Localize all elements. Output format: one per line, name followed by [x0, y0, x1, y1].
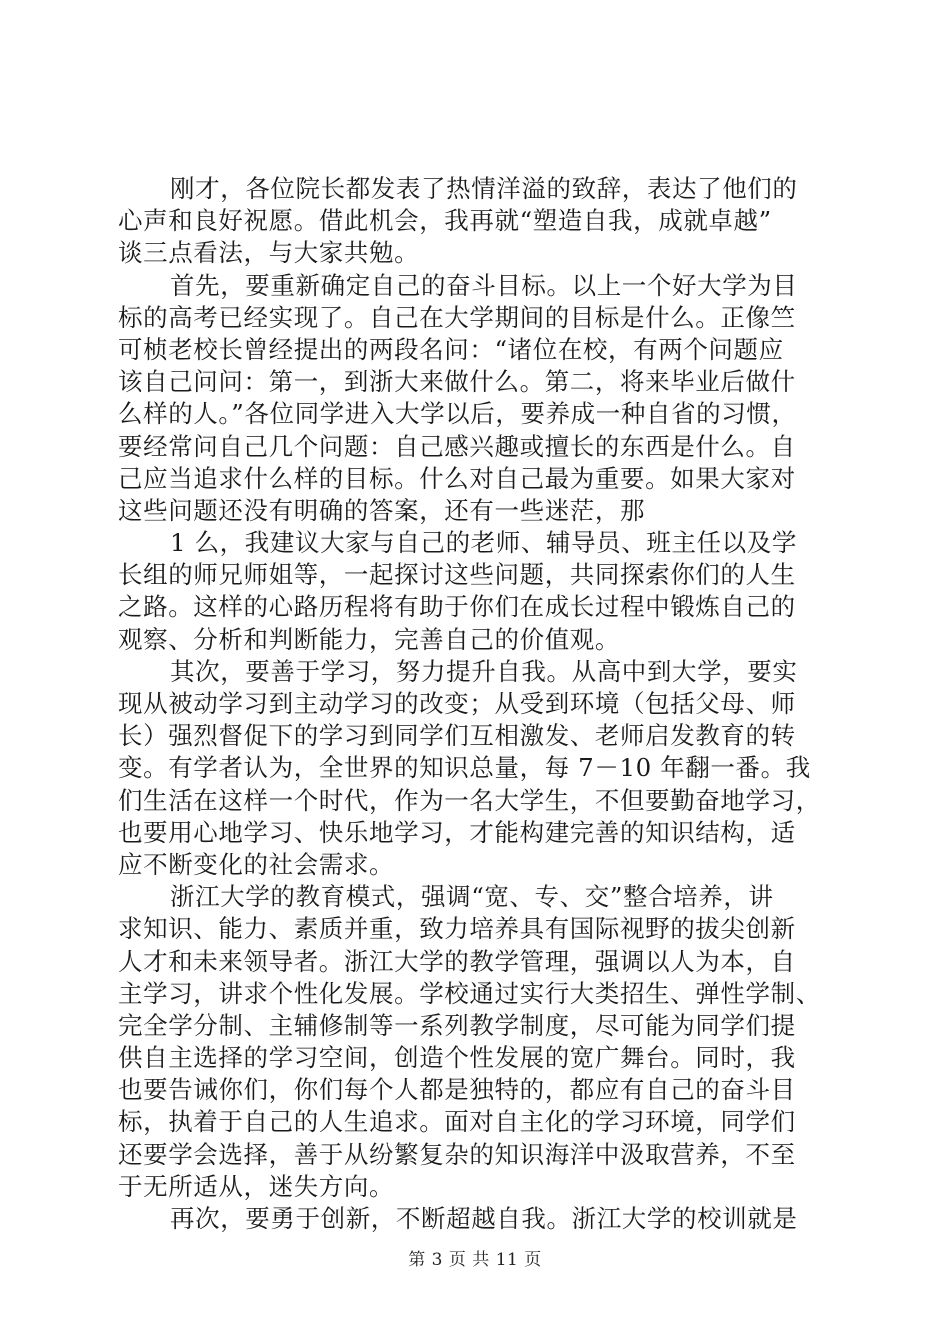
- text-line: 刚才，各位院长都发表了热情洋溢的致辞，表达了他们的: [170, 174, 798, 203]
- text-line: 可桢老校长曾经提出的两段名问：“诸位在校，有两个问题应: [118, 334, 784, 364]
- text-line: 变。有学者认为，全世界的知识总量，每 7－10 年翻一番。我: [118, 753, 811, 783]
- text-line: 求知识、能力、素质并重，致力培养具有国际视野的拔尖创新: [118, 914, 796, 944]
- text-line: 们生活在这样一个时代，作为一名大学生，不但要勤奋地学习，: [118, 785, 821, 815]
- text-line: 应不断变化的社会需求。: [118, 849, 395, 879]
- text-line: 其次，要善于学习，努力提升自我。从高中到大学，要实: [170, 656, 798, 686]
- body-text: [118, 173, 833, 1235]
- text-line: 长）强烈督促下的学习到同学们互相激发、老师启发教育的转: [118, 721, 796, 751]
- text-line: 己应当追求什么样的目标。什么对自己最为重要。如果大家对: [118, 463, 796, 493]
- text-line: 于无所适从，迷失方向。: [118, 1171, 395, 1201]
- text-line: 浙江大学的教育模式，强调“宽、专、交”整合培养，讲: [170, 882, 774, 912]
- text-line: 现从被动学习到主动学习的改变；从受到环境（包括父母、师: [118, 689, 796, 718]
- text-line: 人才和未来领导者。浙江大学的教学管理，强调以人为本，自: [118, 946, 796, 976]
- text-line: 也要告诫你们，你们每个人都是独特的，都应有自己的奋斗目: [118, 1075, 796, 1105]
- page-footer: 第 3 页 共 11 页: [408, 1250, 542, 1270]
- text-line: 心声和良好祝愿。借此机会，我再就“塑造自我，成就卓越”: [118, 206, 772, 236]
- text-line: 要经常问自己几个问题：自己感兴趣或擅长的东西是什么。自: [118, 431, 796, 461]
- text-line: 再次，要勇于创新，不断超越自我。浙江大学的校训就是: [170, 1204, 798, 1233]
- text-line: 长组的师兄师姐等，一起探讨这些问题，共同探索你们的人生: [118, 560, 796, 590]
- text-line: 之路。这样的心路历程将有助于你们在成长过程中锻炼自己的: [118, 592, 796, 622]
- text-line: 这些问题还没有明确的答案，还有一些迷茫，那: [118, 495, 646, 525]
- text-line: 供自主选择的学习空间，创造个性发展的宽广舞台。同时，我: [118, 1043, 796, 1073]
- text-line: 谈三点看法，与大家共勉。: [118, 238, 420, 268]
- text-line: 主学习，讲求个性化发展。学校通过实行大类招生、弹性学制、: [118, 978, 821, 1008]
- text-line: 完全学分制、主辅修制等一系列教学制度，尽可能为同学们提: [118, 1010, 796, 1040]
- text-line: 首先，要重新确定自己的奋斗目标。以上一个好大学为目: [170, 270, 798, 300]
- text-line: 标的高考已经实现了。自己在大学期间的目标是什么。正像竺: [118, 302, 796, 332]
- text-line: 该自己问问：第一，到浙大来做什么。第二，将来毕业后做什: [118, 367, 796, 397]
- text-line: 还要学会选择，善于从纷繁复杂的知识海洋中汲取营养，不至: [118, 1139, 796, 1169]
- text-line: 也要用心地学习、快乐地学习，才能构建完善的知识结构，适: [118, 817, 796, 847]
- text-line: 么样的人。”各位同学进入大学以后，要养成一种自省的习惯，: [118, 399, 797, 429]
- text-line: 1 么，我建议大家与自己的老师、辅导员、班主任以及学: [170, 528, 797, 558]
- text-line: 观察、分析和判断能力，完善自己的价值观。: [118, 624, 620, 654]
- text-line: 标，执着于自己的人生追求。面对自主化的学习环境，同学们: [118, 1107, 796, 1137]
